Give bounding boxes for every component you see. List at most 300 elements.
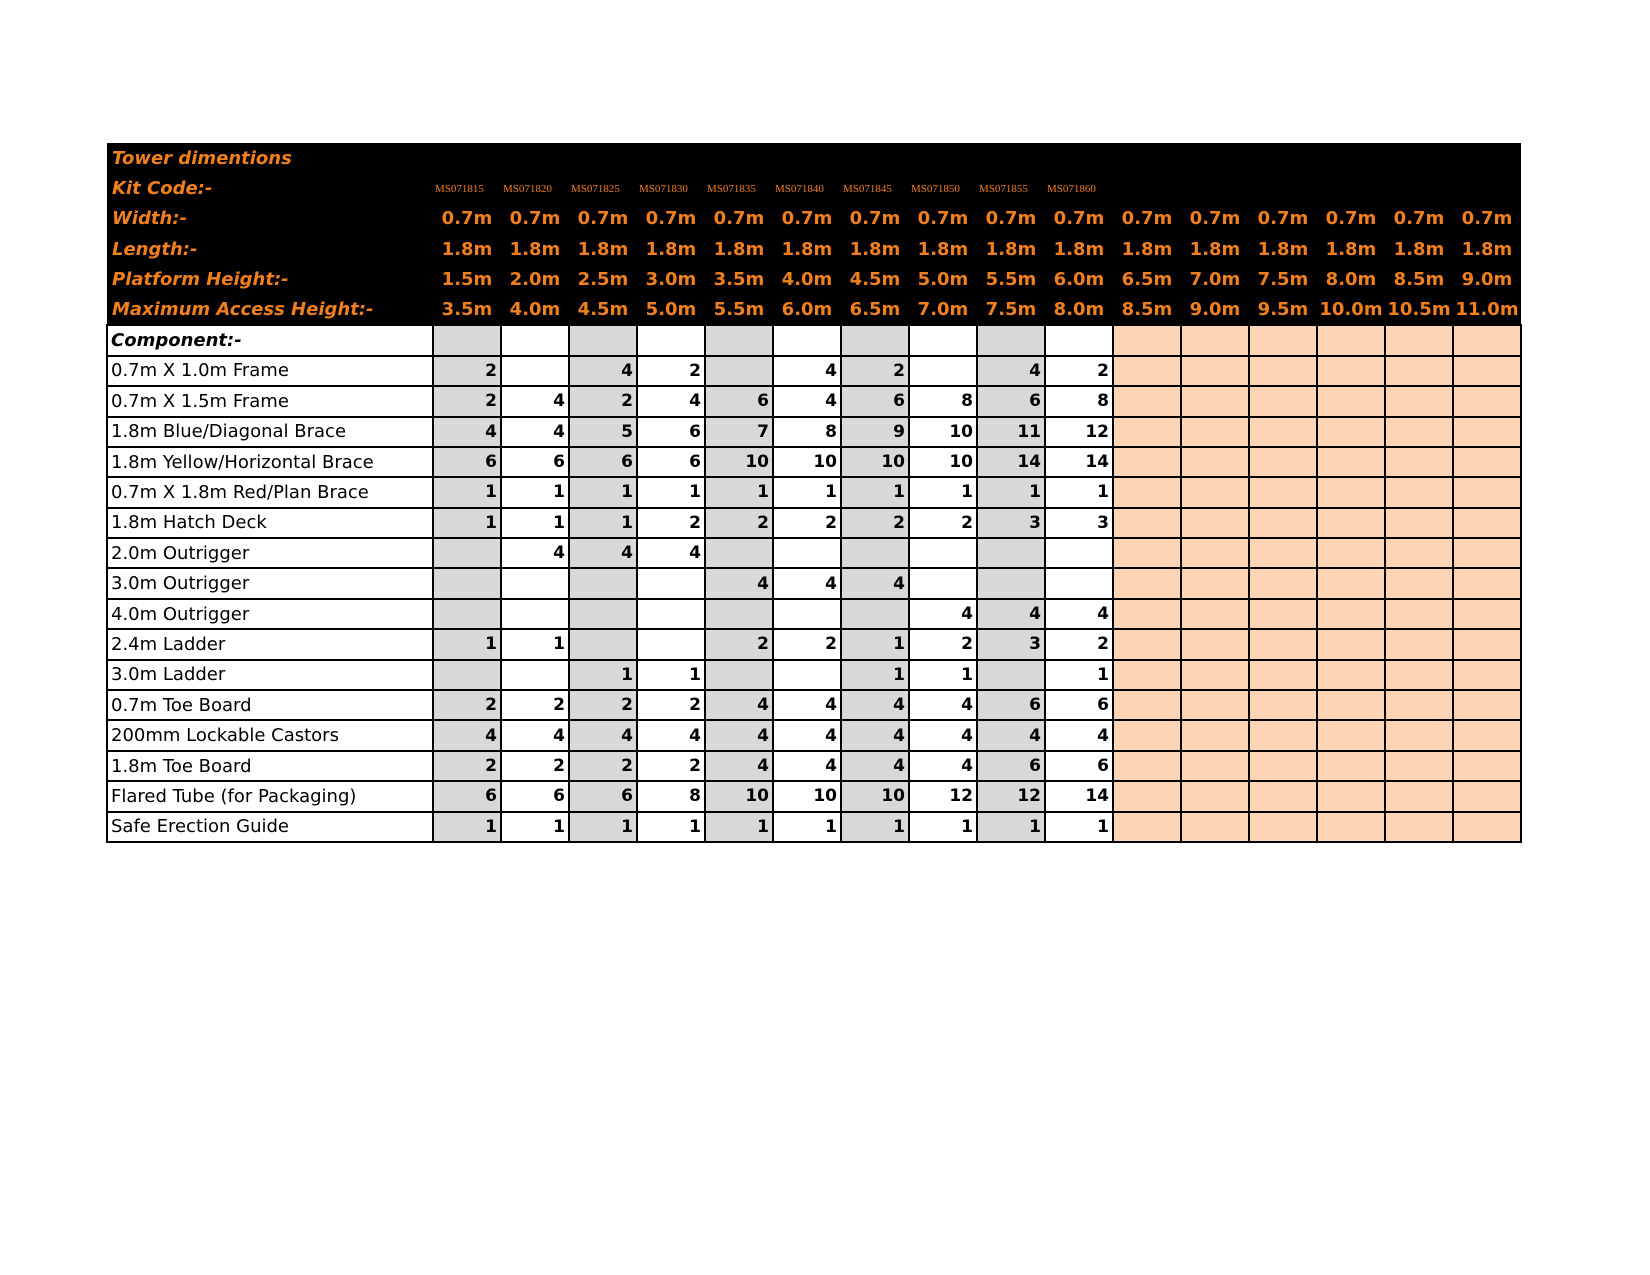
table-title-value [1113, 143, 1181, 173]
table-title-value [841, 143, 909, 173]
quantity-cell [1317, 781, 1385, 811]
quantity-cell [1385, 720, 1453, 750]
quantity-cell [773, 599, 841, 629]
quantity-cell: 2 [637, 508, 705, 538]
quantity-cell: 2 [637, 751, 705, 781]
kit-code-value: MS071815 [433, 173, 501, 203]
component-name: 3.0m Outrigger [107, 568, 433, 598]
quantity-cell [1113, 660, 1181, 690]
quantity-cell: 6 [977, 751, 1045, 781]
quantity-cell: 6 [977, 690, 1045, 720]
quantity-cell: 1 [433, 629, 501, 659]
quantity-cell [1181, 812, 1249, 842]
quantity-cell [1181, 356, 1249, 386]
quantity-cell [1317, 568, 1385, 598]
table-row [107, 690, 1521, 720]
quantity-cell: 6 [637, 447, 705, 477]
quantity-cell [909, 356, 977, 386]
component-name: 1.8m Blue/Diagonal Brace [107, 417, 433, 447]
quantity-cell [1453, 508, 1521, 538]
quantity-cell [569, 599, 637, 629]
quantity-cell: 2 [433, 386, 501, 416]
quantity-cell [1181, 538, 1249, 568]
quantity-cell [1249, 660, 1317, 690]
quantity-cell [1113, 751, 1181, 781]
quantity-cell [1453, 599, 1521, 629]
quantity-cell: 10 [841, 781, 909, 811]
quantity-cell [1385, 538, 1453, 568]
quantity-cell: 1 [705, 812, 773, 842]
platform-height-value: 2.5m [569, 265, 637, 295]
quantity-cell: 4 [705, 751, 773, 781]
quantity-cell: 10 [909, 447, 977, 477]
quantity-cell [1181, 720, 1249, 750]
kit-code-row [107, 173, 1521, 203]
quantity-cell: 2 [773, 508, 841, 538]
quantity-cell: 6 [705, 386, 773, 416]
quantity-cell [1181, 751, 1249, 781]
quantity-cell: 1 [433, 508, 501, 538]
width-value: 0.7m [1249, 204, 1317, 234]
quantity-cell: 4 [977, 599, 1045, 629]
table-cell [1113, 325, 1181, 355]
table-title-value [773, 143, 841, 173]
table-title-value [1453, 143, 1521, 173]
quantity-cell: 1 [841, 629, 909, 659]
quantity-cell [841, 599, 909, 629]
quantity-cell: 8 [909, 386, 977, 416]
quantity-cell: 2 [433, 751, 501, 781]
quantity-cell [1453, 629, 1521, 659]
quantity-cell [1113, 356, 1181, 386]
quantity-cell: 1 [1045, 477, 1113, 507]
kit-code-value: MS071855 [977, 173, 1045, 203]
quantity-cell [909, 538, 977, 568]
kit-code-value: MS071830 [637, 173, 705, 203]
platform-height-value: 8.0m [1317, 265, 1385, 295]
quantity-cell [1317, 751, 1385, 781]
platform-height-label: Platform Height:- [107, 265, 433, 295]
width-value: 0.7m [501, 204, 569, 234]
kit-code-value [1385, 173, 1453, 203]
quantity-cell: 4 [501, 417, 569, 447]
component-name: 3.0m Ladder [107, 660, 433, 690]
table-cell [1249, 325, 1317, 355]
quantity-cell: 4 [773, 356, 841, 386]
quantity-cell [1113, 417, 1181, 447]
length-value: 1.8m [569, 234, 637, 264]
quantity-cell: 2 [705, 629, 773, 659]
platform-height-value: 6.5m [1113, 265, 1181, 295]
max-access-height-value: 6.0m [773, 295, 841, 325]
table-cell [773, 325, 841, 355]
quantity-cell [1249, 751, 1317, 781]
quantity-cell [1453, 356, 1521, 386]
quantity-cell: 2 [501, 751, 569, 781]
quantity-cell: 4 [637, 386, 705, 416]
component-name: 1.8m Yellow/Horizontal Brace [107, 447, 433, 477]
length-value: 1.8m [637, 234, 705, 264]
platform-height-value: 3.0m [637, 265, 705, 295]
max-access-height-value: 4.0m [501, 295, 569, 325]
quantity-cell [1045, 568, 1113, 598]
quantity-cell [1113, 447, 1181, 477]
max-access-height-value: 9.0m [1181, 295, 1249, 325]
width-value: 0.7m [705, 204, 773, 234]
quantity-cell [1113, 386, 1181, 416]
quantity-cell: 2 [1045, 629, 1113, 659]
width-value: 0.7m [773, 204, 841, 234]
table-cell [909, 325, 977, 355]
kit-code-label: Kit Code:- [107, 173, 433, 203]
quantity-cell: 1 [1045, 812, 1113, 842]
quantity-cell [1385, 508, 1453, 538]
quantity-cell [1181, 660, 1249, 690]
table-cell [569, 325, 637, 355]
quantity-cell: 4 [909, 599, 977, 629]
quantity-cell [1181, 447, 1249, 477]
length-value: 1.8m [909, 234, 977, 264]
table-title-label: Tower dimentions [107, 143, 433, 173]
quantity-cell [1385, 477, 1453, 507]
width-value: 0.7m [1317, 204, 1385, 234]
length-value: 1.8m [1181, 234, 1249, 264]
kit-code-value [1181, 173, 1249, 203]
quantity-cell: 4 [773, 720, 841, 750]
component-name: 1.8m Toe Board [107, 751, 433, 781]
width-value: 0.7m [1453, 204, 1521, 234]
quantity-cell [1181, 629, 1249, 659]
quantity-cell [1249, 477, 1317, 507]
quantity-cell [977, 660, 1045, 690]
quantity-cell: 6 [433, 781, 501, 811]
quantity-cell: 1 [1045, 660, 1113, 690]
quantity-cell [1249, 356, 1317, 386]
quantity-cell [1113, 781, 1181, 811]
quantity-cell: 11 [977, 417, 1045, 447]
table-cell [1385, 325, 1453, 355]
quantity-cell: 4 [773, 751, 841, 781]
component-name: 4.0m Outrigger [107, 599, 433, 629]
length-value: 1.8m [1385, 234, 1453, 264]
width-value: 0.7m [1385, 204, 1453, 234]
quantity-cell [773, 660, 841, 690]
platform-height-value: 4.5m [841, 265, 909, 295]
quantity-cell [1181, 477, 1249, 507]
quantity-cell: 6 [569, 447, 637, 477]
quantity-cell [1385, 447, 1453, 477]
width-value: 0.7m [909, 204, 977, 234]
quantity-cell: 4 [501, 538, 569, 568]
quantity-cell [1317, 690, 1385, 720]
max-access-height-value: 9.5m [1249, 295, 1317, 325]
max-access-height-value: 4.5m [569, 295, 637, 325]
quantity-cell: 2 [569, 751, 637, 781]
max-access-height-value: 3.5m [433, 295, 501, 325]
quantity-cell [1385, 599, 1453, 629]
quantity-cell [433, 538, 501, 568]
component-name: 1.8m Hatch Deck [107, 508, 433, 538]
quantity-cell: 4 [501, 386, 569, 416]
quantity-cell: 4 [569, 356, 637, 386]
quantity-cell: 1 [909, 477, 977, 507]
kit-code-value [1317, 173, 1385, 203]
quantity-cell: 12 [1045, 417, 1113, 447]
table-title-value [1045, 143, 1113, 173]
max-access-height-value: 7.5m [977, 295, 1045, 325]
quantity-cell [705, 538, 773, 568]
max-access-height-value: 6.5m [841, 295, 909, 325]
max-access-height-value: 8.0m [1045, 295, 1113, 325]
quantity-cell: 4 [773, 690, 841, 720]
length-value: 1.8m [1453, 234, 1521, 264]
quantity-cell: 1 [569, 477, 637, 507]
quantity-cell [1113, 629, 1181, 659]
quantity-cell: 2 [637, 356, 705, 386]
platform-height-value: 9.0m [1453, 265, 1521, 295]
max-access-height-value: 10.5m [1385, 295, 1453, 325]
quantity-cell [841, 538, 909, 568]
quantity-cell [433, 599, 501, 629]
quantity-cell: 1 [433, 812, 501, 842]
quantity-cell [1317, 417, 1385, 447]
quantity-cell: 6 [433, 447, 501, 477]
quantity-cell: 4 [1045, 599, 1113, 629]
quantity-cell: 14 [1045, 447, 1113, 477]
table-title-value [1181, 143, 1249, 173]
quantity-cell: 4 [909, 690, 977, 720]
kit-code-value: MS071835 [705, 173, 773, 203]
quantity-cell: 6 [1045, 751, 1113, 781]
quantity-cell: 2 [569, 386, 637, 416]
quantity-cell [1113, 599, 1181, 629]
table-cell [1453, 325, 1521, 355]
quantity-cell [1453, 417, 1521, 447]
quantity-cell [1317, 447, 1385, 477]
quantity-cell [1181, 599, 1249, 629]
quantity-cell [1385, 690, 1453, 720]
quantity-cell: 6 [501, 781, 569, 811]
quantity-cell [1385, 356, 1453, 386]
width-value: 0.7m [569, 204, 637, 234]
quantity-cell: 4 [909, 751, 977, 781]
quantity-cell [1385, 812, 1453, 842]
quantity-cell [705, 599, 773, 629]
table-row [107, 660, 1521, 690]
width-label: Width:- [107, 204, 433, 234]
quantity-cell [501, 568, 569, 598]
width-value: 0.7m [977, 204, 1045, 234]
width-value: 0.7m [841, 204, 909, 234]
quantity-cell: 2 [501, 690, 569, 720]
quantity-cell [1045, 538, 1113, 568]
quantity-cell [1249, 812, 1317, 842]
quantity-cell: 1 [841, 660, 909, 690]
platform-height-value: 4.0m [773, 265, 841, 295]
component-name: 2.4m Ladder [107, 629, 433, 659]
quantity-cell: 1 [637, 812, 705, 842]
component-name: 0.7m Toe Board [107, 690, 433, 720]
quantity-cell: 6 [569, 781, 637, 811]
quantity-cell: 12 [977, 781, 1045, 811]
length-value: 1.8m [705, 234, 773, 264]
quantity-cell: 1 [501, 812, 569, 842]
quantity-cell: 1 [433, 477, 501, 507]
quantity-cell [1249, 538, 1317, 568]
quantity-cell: 8 [773, 417, 841, 447]
length-value: 1.8m [773, 234, 841, 264]
quantity-cell: 4 [433, 720, 501, 750]
table-row [107, 781, 1521, 811]
kit-code-value: MS071820 [501, 173, 569, 203]
table-row [107, 386, 1521, 416]
quantity-cell [1317, 356, 1385, 386]
quantity-cell: 6 [1045, 690, 1113, 720]
max-access-height-value: 10.0m [1317, 295, 1385, 325]
quantity-cell [501, 599, 569, 629]
length-value: 1.8m [1249, 234, 1317, 264]
platform-height-value: 5.5m [977, 265, 1045, 295]
quantity-cell [1113, 477, 1181, 507]
quantity-cell [569, 629, 637, 659]
length-value: 1.8m [1317, 234, 1385, 264]
max-access-height-value: 5.0m [637, 295, 705, 325]
table-title-value [1385, 143, 1453, 173]
quantity-cell [1453, 781, 1521, 811]
quantity-cell: 2 [433, 356, 501, 386]
quantity-cell [1453, 812, 1521, 842]
table-cell [501, 325, 569, 355]
quantity-cell [1249, 690, 1317, 720]
quantity-cell: 10 [773, 447, 841, 477]
quantity-cell [773, 538, 841, 568]
quantity-cell: 10 [841, 447, 909, 477]
length-value: 1.8m [433, 234, 501, 264]
quantity-cell [1249, 629, 1317, 659]
quantity-cell [1453, 538, 1521, 568]
platform-height-value: 6.0m [1045, 265, 1113, 295]
table-title-value [909, 143, 977, 173]
quantity-cell: 10 [705, 781, 773, 811]
table-row [107, 629, 1521, 659]
quantity-cell: 4 [637, 538, 705, 568]
platform-height-row [107, 265, 1521, 295]
quantity-cell: 1 [501, 629, 569, 659]
quantity-cell: 4 [501, 720, 569, 750]
quantity-cell [1249, 508, 1317, 538]
quantity-cell [569, 568, 637, 598]
width-value: 0.7m [1045, 204, 1113, 234]
quantity-cell: 10 [909, 417, 977, 447]
quantity-cell: 4 [705, 568, 773, 598]
table-cell [977, 325, 1045, 355]
component-header-row [107, 325, 1521, 355]
component-name: 0.7m X 1.0m Frame [107, 356, 433, 386]
kit-code-value [1249, 173, 1317, 203]
quantity-cell [1453, 386, 1521, 416]
quantity-cell: 6 [841, 386, 909, 416]
quantity-cell: 1 [841, 477, 909, 507]
table-title-value [433, 143, 501, 173]
quantity-cell: 4 [977, 356, 1045, 386]
quantity-cell: 5 [569, 417, 637, 447]
quantity-cell [637, 629, 705, 659]
quantity-cell: 1 [977, 477, 1045, 507]
component-name: Safe Erection Guide [107, 812, 433, 842]
quantity-cell [1317, 599, 1385, 629]
quantity-cell [1113, 538, 1181, 568]
quantity-cell [1113, 690, 1181, 720]
table-row [107, 538, 1521, 568]
quantity-cell: 4 [841, 720, 909, 750]
quantity-cell [1385, 568, 1453, 598]
length-value: 1.8m [977, 234, 1045, 264]
quantity-cell [1113, 720, 1181, 750]
quantity-cell: 1 [773, 812, 841, 842]
quantity-cell: 2 [433, 690, 501, 720]
quantity-cell: 14 [977, 447, 1045, 477]
quantity-cell [1453, 751, 1521, 781]
component-header-label: Component:- [107, 325, 433, 355]
quantity-cell: 1 [501, 508, 569, 538]
quantity-cell [1113, 812, 1181, 842]
kit-code-value: MS071860 [1045, 173, 1113, 203]
quantity-cell: 1 [773, 477, 841, 507]
length-value: 1.8m [1113, 234, 1181, 264]
kit-code-value [1113, 173, 1181, 203]
quantity-cell [1249, 386, 1317, 416]
max-access-height-value: 11.0m [1453, 295, 1521, 325]
width-value: 0.7m [1113, 204, 1181, 234]
component-name: 0.7m X 1.5m Frame [107, 386, 433, 416]
quantity-cell [1181, 417, 1249, 447]
quantity-cell: 4 [705, 720, 773, 750]
component-name: 2.0m Outrigger [107, 538, 433, 568]
quantity-cell [1385, 417, 1453, 447]
quantity-cell: 2 [705, 508, 773, 538]
quantity-cell: 6 [977, 386, 1045, 416]
quantity-cell: 3 [977, 508, 1045, 538]
platform-height-value: 1.5m [433, 265, 501, 295]
quantity-cell: 1 [637, 477, 705, 507]
quantity-cell [1453, 660, 1521, 690]
quantity-cell [1453, 690, 1521, 720]
quantity-cell [705, 356, 773, 386]
quantity-cell: 14 [1045, 781, 1113, 811]
table-cell [1045, 325, 1113, 355]
platform-height-value: 5.0m [909, 265, 977, 295]
kit-code-value: MS071850 [909, 173, 977, 203]
quantity-cell [1317, 386, 1385, 416]
table-row [107, 751, 1521, 781]
table-cell [637, 325, 705, 355]
kit-code-value: MS071845 [841, 173, 909, 203]
quantity-cell [1249, 720, 1317, 750]
quantity-cell [1317, 477, 1385, 507]
quantity-cell: 7 [705, 417, 773, 447]
quantity-cell [1453, 720, 1521, 750]
table-title-value [977, 143, 1045, 173]
quantity-cell: 10 [705, 447, 773, 477]
quantity-cell [1181, 386, 1249, 416]
platform-height-value: 7.5m [1249, 265, 1317, 295]
quantity-cell [909, 568, 977, 598]
quantity-cell: 1 [501, 477, 569, 507]
quantity-cell: 4 [773, 386, 841, 416]
quantity-cell: 2 [909, 508, 977, 538]
quantity-cell [1181, 568, 1249, 598]
quantity-cell [1385, 660, 1453, 690]
